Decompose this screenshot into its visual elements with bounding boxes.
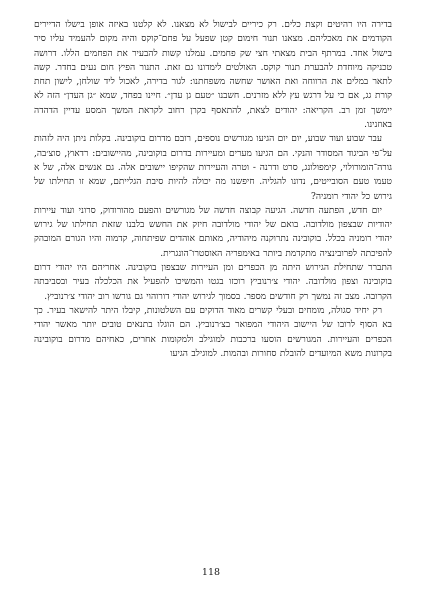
paragraph-5: רק יחיד סגולה, מומחים ובעלי קשרים מאוד הדוקים עם השלטונות, קיבלו היתר להישאר בעיר. כך בא הסוף לרובו של היישוב היהודי המפואר בצ׳רנוביץ. הם הוגלו בתנאים טובים יותר מאשר יהודי הכפרים והעיירות. המגורשים הוסעו ברכבות למוגילב ולמקומות אחרים, כאחיהם מדרום בוקובינה בקרונות משא המיועדים להובלת סחורות ובהמות. למוגילב הגיעו	[34, 305, 392, 359]
paragraph-2: עבר שבוע ועוד שבוע, יום יום הגיעו מגורשים נוספים, רובם מדרום בוקובינה. בקלות ניתן היה לזהות על־פי הביגוד המסודר והנקי. הם הגיעו מערים ומעיירות בדרום בוקובינה, מהיישובים: רדאוץ, סוצ׳בה, גורה־הומורולוי, קימפולונג, סרט ודרנה - וטרה והעיירות שהקיפו יישובים אלה. גם אנשים אלה, של א טעמו טעם הסובייטים, נדונו להגליה. חיפשנו מה יכולה להיות סיבת הגלייתם, שמא זו תחילתו של גירוש כל יהודי רומניה?	[34, 134, 392, 202]
paragraph-4: התברר שתחילת הגירוש היתה מן הכפרים ומן העיירות שבצפון בוקובינה. אחריהם היו יהודי דרום בוקובינה וצפון מולדובה. יהודי צ׳רנוביץ רוכזו בגטו והמשיכו להפעיל את הכלכלה בעיר ובסביבתה הקרובה. מצב זה נמשך רק חודשים מספר. בסמוך לגירוש יהודי דורוהוי גם גורשו רוב יהודי צ׳רנוביץ.	[34, 263, 392, 302]
paragraph-3: יום חדש, הפתעה חדשה. הגיעה קבוצה חדשה של מגורשים והפעם מהורודוק, סרוני ועוד עיירות יהודיות שבצפון מולדובה. בואם של יהודי מולדובה חיזק את החשש בלבנו שזאת תחילתו של גירוש יהודי רומניה בכלל. בוקובינה נתרוקנה מיהודיה, מאותם אוהדים שפיתחוה, קדמוה והיו הגורם המובהק להפיכתה לפרובינציה מתקדמת ביותר באימפריה האוסטרו־הונגרית.	[34, 205, 392, 259]
document-page	[34, 18, 392, 361]
page-number: 118	[201, 567, 221, 578]
paragraph-1: בדירה היו רהיטים וקצת כלים. רק כיריים לבישול לא מצאנו. לא קלטנו באיזה אופן בישלו הדיירים הקודמים את מאכליהם. מצאנו תנור חימום קטן שפעל על פחם־קוקס והיה מקום להעמיד עליו סיר בישול אחד. במרתף הבית מצאתי חצי שק פחמים. עמלנו קשות להבעיר את הפחמים הללו. דרושה טכניקה מיוחדת להבערת תנור קוקס. האולטים לימדונו גם זאת. התנור הפיץ חום נעים בחדר. קשה לתאר במלים את הרווחה ואת האושר שחשה משפחתנו: לגור בדירה, לאכול ליד שולחן, לישון תחת קורת גג, אם כי על דרגש עץ ללא מזרנים. חשבנו ״טעם גן עדן״. חיינו בפחד, שמא ״גן העדן״ הזה לא יימשך זמן רב. הקריאה: יהודים לצאת, להתאסף בקרן רחוב לקראת המשך המסע עדיין הדהדה באוזנינו.	[34, 20, 392, 131]
